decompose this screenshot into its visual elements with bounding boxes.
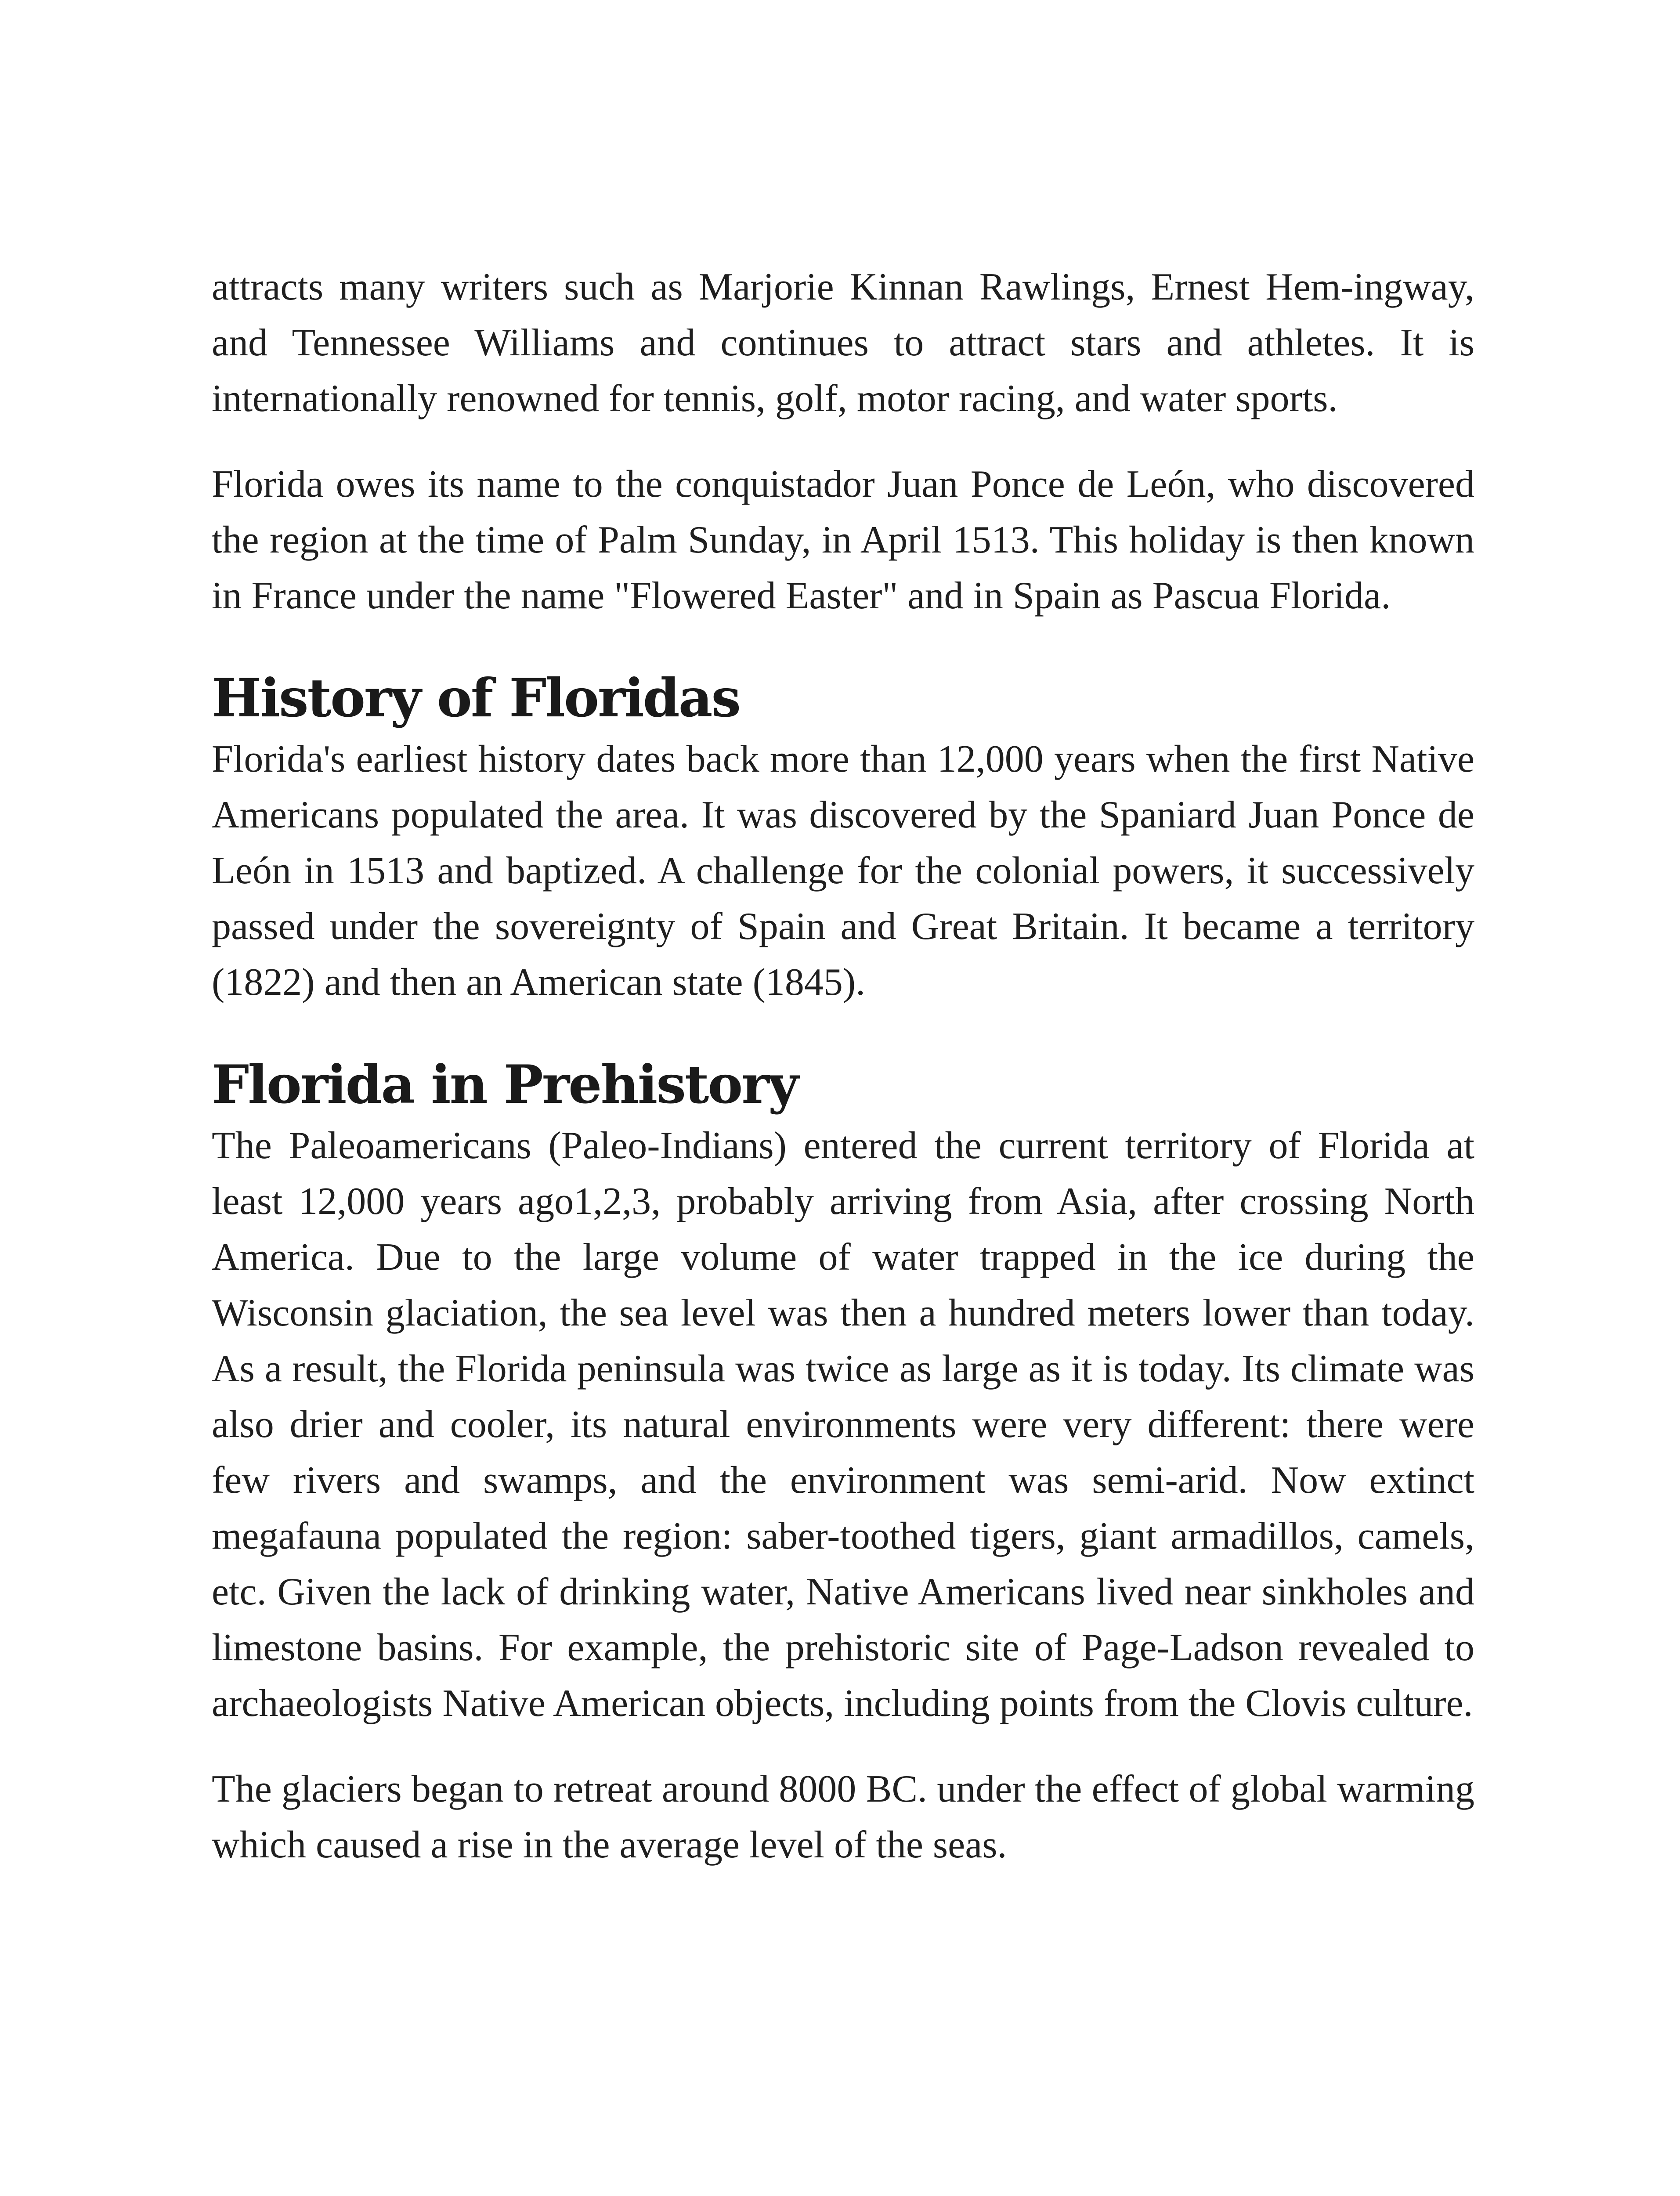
history-paragraph: Florida's earliest history dates back more than 12,000 years when the first Native Americans populated the area. It was discovered by the Spaniard Juan Ponce de León in 1513 and baptized. A challenge for the colonial powers, it successively passed under the sovereignty of Spain and Great Britain. It became a territory (1822) and then an American state (1845). [212, 738, 1474, 1004]
intro-paragraph-name-origin: Florida owes its name to the conquistador Juan Ponce de León, who discovered the region at the time of Palm Sunday, in April 1513. This holiday is then known in France under the name "Flowered Easter" and in Spain as Pascua Florida. [212, 463, 1474, 617]
prehistory-paragraph-paleoamericans: The Paleoamericans (Paleo-Indians) entered the current territory of Florida at least 12,000 years ago1,2,3, probably arriving from Asia, after crossing North America. Due to the large volume of water trapped in the ice during the Wisconsin glaciation, the sea level was then a hundred meters lower than today. As a result, the Florida peninsula was twice as large as it is today. Its climate was also drier and cooler, its natural environments were very different: there were few rivers and swamps, and the environment was semi-arid. Now extinct megafauna populated the region: saber-toothed tigers, giant armadillos, camels, etc. Given the lack of drinking water, Native Americans lived near sinkholes and limestone basins. For example, the prehistoric site of Page-Ladson revealed to archaeologists Native American objects, including points from the Clovis culture. [212, 1124, 1474, 1725]
intro-paragraph-writers: attracts many writers such as Marjorie Kinnan Rawlings, Ernest Hem-ingway, and Tennessee Williams and continues to attract stars and athletes. It is internationally renowned for tennis, golf, motor racing, and water sports. [212, 266, 1474, 420]
section-heading-prehistory: Florida in Prehistory [212, 1054, 798, 1116]
document-page [212, 259, 1474, 1873]
section-heading-history: History of Floridas [212, 667, 740, 729]
prehistory-paragraph-glaciers: The glaciers began to retreat around 8000 BC. under the effect of global warming which caused a rise in the average level of the seas. [212, 1768, 1474, 1866]
